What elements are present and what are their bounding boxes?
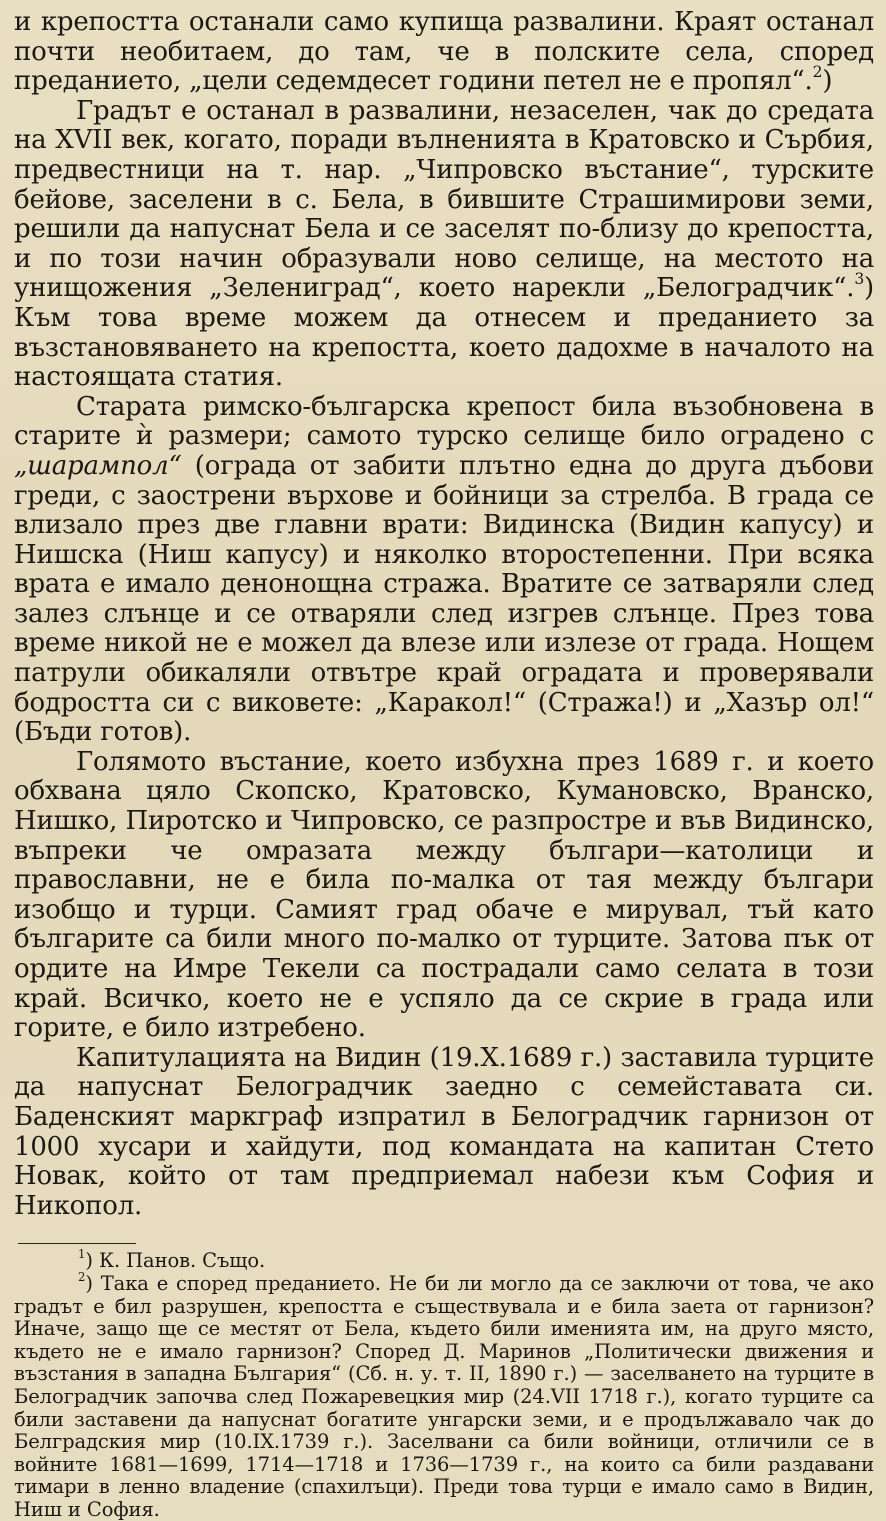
footnote-1-text: ) К. Панов. Също.: [85, 1249, 266, 1273]
paragraph-2: [14, 97, 874, 393]
footnote-2-marker: 2: [78, 1269, 86, 1284]
footnote-divider: [18, 1243, 136, 1244]
paragraph-3-italic: „шарампол“: [14, 450, 182, 481]
footnote-2-text: ) Така е според преданието. Не би ли могло да се заключи от това, че ако градът е бил разрушен, крепостта е съществувала и е била заета от гарнизон? Иначе, защо ще се местят от Бела, където били именията им, на друго място, където не е имало гарнизон? Според Д. Маринов „Политически движения и възстания в западна България“ (Сб. н. у. т. II, 1890 г.) — заселването на турците в Белоградчик започва след Пожаревецкия мир (24.VII 1718 г.), когато турците са били заставени да напуснат богатите унгарски земи, и е продължавало чак до Белградския мир (10.IX.1739 г.). Заселвани са били войници, отличили се в войните 1681—1699, 1714—1718 и 1736—1739 г., на които са били раздавани тимари в ленно владение (спахилъци). Преди това турци е имало само в Видин, Ниш и София.: [14, 1271, 874, 1521]
paragraph-4-text: Голямото въстание, което избухна през 1689 г. и което обхвана цяло Скопско, Кратовско, Кумановско, Вранско, Нишко, Пиротско и Чипровско, се разпростре и във Видинско, въпреки че омразата между българи—католици и православни, не е била по-малка от тая между българи изобщо и турци. Самият град обаче е мирувал, тъй като българите са били много по-малко от турците. Затова пък от ордите на Имре Текели са пострадали само селата в този край. Всичко, което не е успяло да се скрие в града или горите, е било изтребено.: [14, 746, 874, 1044]
footnote-2: [14, 1269, 874, 1521]
paragraph-2-text: Градът е останал в развалини, незаселен, чак до средата на XVII век, когато, поради вълненията в Кратовско и Сърбия, предвестници на т. нар. „Чипровско въстание“, турските бейове, заселени в с. Бела, в бившите Страшимирови земи, решили да напуснат Бела и се заселят по-близу до крепостта, и по този начин образували ново селище, на местото на унищожения „Зелениград“, което нарекли „Белоградчик“.: [14, 95, 874, 304]
main-text: [14, 8, 874, 1221]
footnote-ref-2: 2: [812, 63, 823, 82]
paragraph-1-after: ): [822, 66, 833, 97]
footnote-1-marker: 1: [78, 1247, 86, 1262]
paragraph-3: [14, 393, 874, 748]
paragraph-1-text: и крепостта останали само купища развалини. Краят останал почти необитаем, до там, че в полските села, според преданието, „цели седемдесет години петел не е пропял“.: [14, 7, 874, 97]
paragraph-3-before: Старата римско-българска крепост била възобновена в старите ѝ размери; самото турско селище било оградено с: [14, 391, 874, 452]
paragraph-5-text: Капитулацията на Видин (19.X.1689 г.) заставила турците да напуснат Белоградчик заедно с семейставата си. Баденският маркграф изпратил в Белоградчик гарнизон от 1000 хусари и хайдути, под командата на капитан Стето Новак, който от там предприемал набези към София и Никопол.: [14, 1042, 874, 1221]
paragraph-4: [14, 748, 874, 1044]
footnote-ref-3: 3: [854, 270, 865, 289]
paragraph-5: [14, 1044, 874, 1222]
paragraph-1: [14, 8, 874, 97]
paragraph-2-after: ) Към това време можем да отнесем и преданието за възстановяването на крепостта, което дадохме в началото на настоящата статия.: [14, 273, 874, 393]
footnote-1: [14, 1247, 874, 1273]
paragraph-3-text: (ограда от забити плътно една до друга дъбови греди, с заострени върхове и бойници за стрелба. В града се влизало през две главни врати: Видинска (Видин капусу) и Нишска (Ниш капусу) и няколко второстепенни. При всяка врата е имало денонощна стража. Вратите се затваряли след залез слънце и се отваряли след изгрев слънце. През това време никой не е можел да влезе или излезе от града. Нощем патрули обикаляли отвътре край оградата и проверявали бодростта си с виковете: „Каракол!“ (Стража!) и „Хазър ол!“ (Бъди готов).: [14, 450, 874, 748]
footnotes: [14, 1247, 874, 1521]
